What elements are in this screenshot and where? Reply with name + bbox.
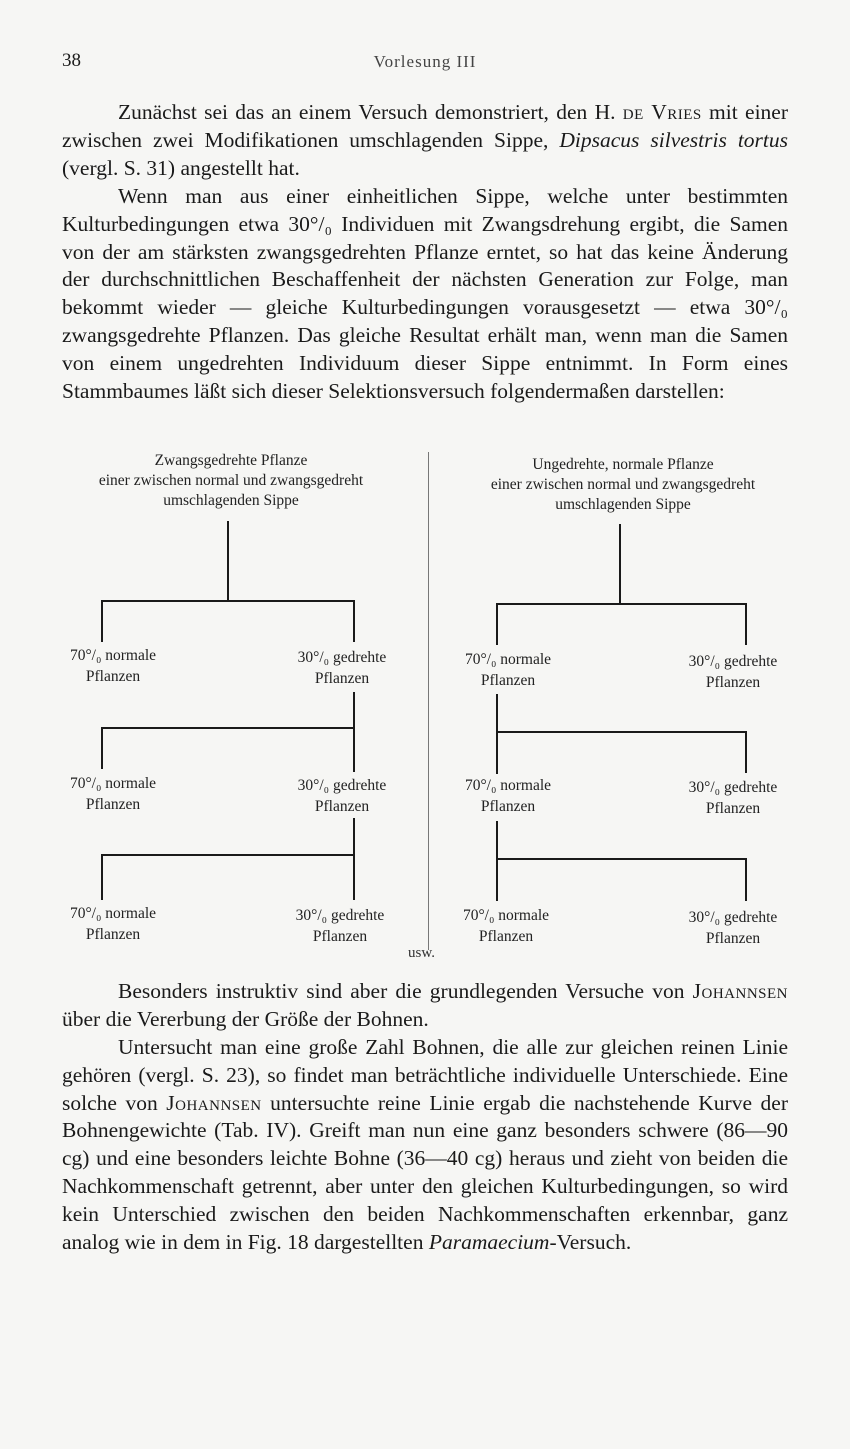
right-gen3-twisted: [668, 907, 798, 949]
left-drop-normal-1: [101, 600, 103, 642]
right-stem-2: [496, 694, 498, 774]
running-head: Vorlesung III: [373, 52, 477, 71]
right-drop-twisted-1: [745, 603, 747, 645]
column-divider: [428, 452, 429, 950]
left-gen1-twisted: [277, 647, 407, 689]
paragraph-4-text-c: -Versuch.: [549, 1229, 632, 1254]
species-name: Dipsacus silvestris tortus: [559, 127, 789, 152]
paragraph-3-text-b: über die Vererbung der Größe der Bohnen.: [62, 1006, 429, 1031]
right-branch-1: [496, 603, 747, 605]
label-line: 30°/₀ gedrehte: [297, 777, 387, 794]
left-root-label: [56, 451, 406, 511]
left-root-stem: [227, 521, 229, 601]
label-line: 70°/₀ normale: [464, 651, 552, 668]
label-line: Pflanzen: [705, 800, 761, 817]
label-line: Pflanzen: [85, 926, 141, 943]
label-line: Pflanzen: [85, 796, 141, 813]
species-name: Paramaecium: [428, 1229, 550, 1254]
right-root-line-2: einer zwischen normal und zwangsgedreht: [490, 476, 756, 493]
label-line: Pflanzen: [480, 798, 536, 815]
label-line: 70°/₀ normale: [69, 775, 157, 792]
label-line: Pflanzen: [312, 928, 368, 945]
left-root-line-3: umschlagenden Sippe: [163, 492, 299, 509]
left-branch-1: [101, 600, 355, 602]
paragraph-4-text-b: untersuchte reine Linie ergab die nachstehende Kurve der Bohnengewichte (Tab. IV). Greift man nun eine ganz besonders schwere (86—90 cg) und eine besonders leichte Bohne (36—40 cg) heraus und zieht von beiden die Nachkommenschaft getrennt, aber unter den gleichen Kulturbedingungen, so wird kein Unterschied zwischen den beiden Nachkommenschaften erkennbar, ganz analog wie in dem in Fig. 18 dargestellten: [62, 1090, 788, 1254]
label-line: 30°/₀ gedrehte: [297, 649, 387, 666]
right-gen1-twisted: [668, 651, 798, 693]
right-gen2-twisted: [668, 777, 798, 819]
right-drop-twisted-3: [745, 858, 747, 901]
left-branch-2: [101, 727, 355, 729]
paragraph-4-text-a: Untersucht man eine große Zahl Bohnen, die alle zur gleichen reinen Linie gehören (vergl. S. 23), so findet man beträchtliche individuelle Unterschiede. Eine solche von: [62, 1035, 788, 1115]
left-gen3-normal: [48, 903, 178, 945]
left-root-line-2: einer zwischen normal und zwangsgedreht: [98, 472, 364, 489]
paragraph-1: [62, 99, 788, 182]
left-drop-normal-2: [101, 727, 103, 769]
left-gen3-twisted: [275, 905, 405, 947]
right-stem-3: [496, 821, 498, 901]
label-line: 30°/₀ gedrehte: [295, 907, 385, 924]
label-line: 30°/₀ gedrehte: [688, 909, 778, 926]
paragraph-3-text-a: Besonders instruktiv sind aber die grundlegenden Versuche von: [118, 979, 693, 1003]
right-drop-normal-1: [496, 603, 498, 645]
paragraph-2: Wenn man aus einer einheitlichen Sippe, welche unter bestimmten Kulturbedingungen etwa 30°/₀ Individuen mit Zwangsdrehung ergibt, die Samen von der am stärksten zwangsgedrehten Pflanze erntet, so hat das keine Änderung der durchschnittlichen Beschaffenheit der nächsten Generation zur Folge, man bekommt wieder — gleiche Kulturbedingungen vorausgesetzt — etwa 30°/₀ zwangsgedrehte Pflanzen. Das gleiche Resultat erhält man, wenn man die Samen von einem ungedrehten Individuum dieser Sippe entnimmt. In Form eines Stammbaumes läßt sich dieser Selektionsversuch folgendermaßen darstellen:: [62, 184, 788, 403]
label-line: Pflanzen: [314, 670, 370, 687]
label-line: Pflanzen: [314, 798, 370, 815]
author-de-vries: de Vries: [622, 100, 702, 124]
left-gen1-normal: [48, 645, 178, 687]
author-johannsen: Johannsen: [692, 979, 788, 1003]
paragraph-4: [62, 1034, 788, 1256]
paragraph-1-text-b: mit einer zwischen zwei Modifikationen umschlagenden Sippe,: [62, 100, 789, 152]
left-stem-2: [353, 692, 355, 772]
right-gen1-normal: [443, 649, 573, 691]
paragraph-3: [62, 978, 788, 1034]
label-line: Pflanzen: [480, 672, 536, 689]
page-number: 38: [62, 50, 81, 71]
label-line: Pflanzen: [705, 674, 761, 691]
left-gen2-twisted: [277, 775, 407, 817]
right-drop-twisted-2: [745, 731, 747, 773]
continuation-marker: usw.: [408, 945, 435, 961]
right-branch-2: [496, 731, 747, 733]
label-line: Pflanzen: [85, 668, 141, 685]
left-stem-3: [353, 818, 355, 900]
label-line: Pflanzen: [478, 928, 534, 945]
left-root-line-1: Zwangsgedrehte Pflanze: [154, 452, 308, 469]
label-line: 30°/₀ gedrehte: [688, 653, 778, 670]
label-line: 70°/₀ normale: [69, 905, 157, 922]
right-root-stem: [619, 524, 621, 604]
label-line: 70°/₀ normale: [464, 777, 552, 794]
left-drop-twisted-1: [353, 600, 355, 642]
left-gen2-normal: [48, 773, 178, 815]
right-root-line-3: umschlagenden Sippe: [555, 496, 691, 513]
left-branch-3: [101, 854, 355, 856]
author-johannsen: Johannsen: [166, 1090, 262, 1115]
right-branch-3: [496, 858, 747, 860]
label-line: 70°/₀ normale: [462, 907, 550, 924]
label-line: Pflanzen: [705, 930, 761, 947]
paragraph-1-text-c: (vergl. S. 31) angestellt hat.: [62, 155, 300, 180]
paragraph-1-text-a: Zunächst sei das an einem Versuch demonstriert, den H.: [118, 100, 623, 124]
right-root-label: [448, 455, 798, 515]
right-gen2-normal: [443, 775, 573, 817]
label-line: 30°/₀ gedrehte: [688, 779, 778, 796]
label-line: 70°/₀ normale: [69, 647, 157, 664]
right-gen3-normal: [441, 905, 571, 947]
right-root-line-1: Ungedrehte, normale Pflanze: [532, 456, 714, 473]
left-drop-normal-3: [101, 854, 103, 900]
